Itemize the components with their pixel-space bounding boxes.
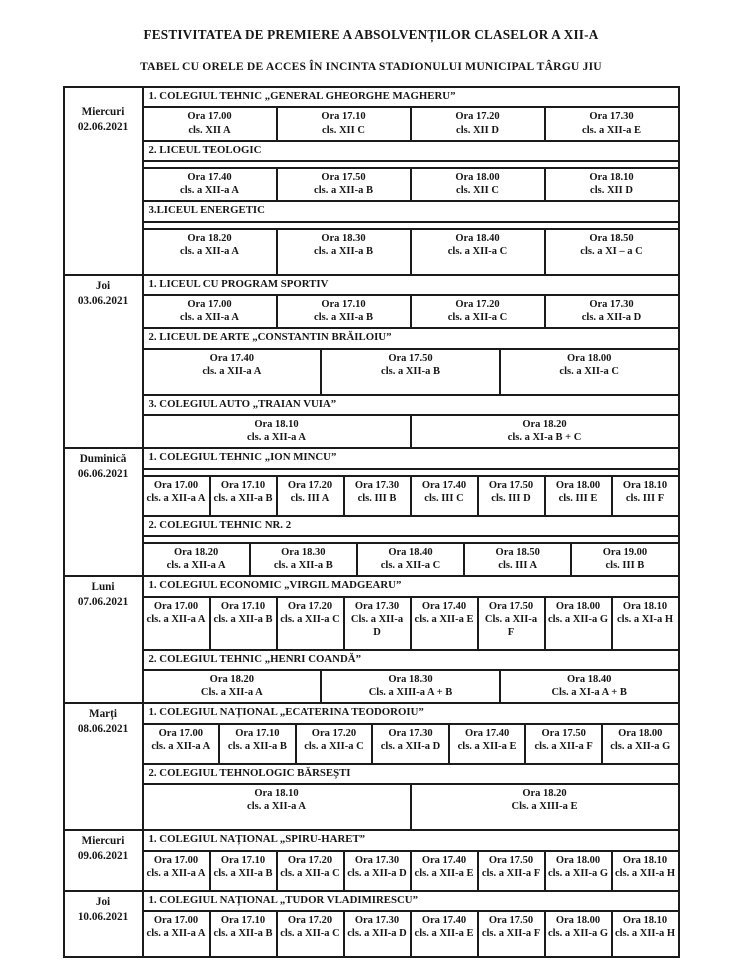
slot-time: Ora 18.40: [388, 547, 433, 559]
slot-time: Ora 17.10: [220, 479, 266, 491]
time-slot: [278, 230, 412, 274]
time-slot: [479, 598, 546, 649]
slot-time: Ora 17.20: [287, 915, 333, 927]
time-slot: [144, 725, 221, 763]
slot-time: Ora 17.40: [209, 352, 254, 364]
time-slot: [479, 912, 546, 956]
slot-class: cls. a XII-a A: [166, 560, 226, 572]
slot-class: cls. a XII-a A: [247, 801, 306, 813]
slot-class: cls. a XII-a C: [280, 928, 340, 940]
slot-class: cls. a XII-a F: [481, 928, 541, 940]
date-cell: [65, 892, 144, 957]
date-cell: [65, 276, 144, 448]
date-cell: [65, 88, 144, 274]
slot-time: Ora 17.20: [455, 111, 500, 123]
slot-class: cls. a XII-a B: [213, 867, 273, 879]
slot-class: cls. a XII-a C: [280, 867, 340, 879]
time-slot: [412, 598, 479, 649]
time-slot: [412, 477, 479, 515]
slot-class: cls. a XII-a G: [547, 867, 609, 879]
schedule-section: [65, 575, 678, 702]
slot-time: Ora 18.00: [555, 479, 601, 491]
spacer-row: [144, 537, 678, 544]
time-slot: [144, 108, 278, 139]
slot-time: Ora 17.10: [235, 727, 280, 739]
slot-time: Ora 17.00: [187, 299, 232, 311]
spacer-row: [144, 162, 678, 169]
slot-class: cls. a XII-a B: [213, 928, 273, 940]
slot-time: Ora 18.20: [209, 674, 254, 686]
time-slot: [412, 416, 678, 447]
slot-class: cls. a XII-a G: [610, 740, 671, 752]
time-slot: [297, 725, 374, 763]
slot-time: Ora 17.20: [287, 479, 333, 491]
slot-class: cls. III B: [357, 492, 397, 504]
time-slot: [546, 852, 613, 890]
time-slot: [278, 598, 345, 649]
time-slots-row: [144, 350, 678, 396]
time-slot: [613, 912, 678, 956]
time-slot: [479, 852, 546, 890]
slot-class: cls. XII A: [188, 124, 231, 136]
slot-time: Ora 18.40: [567, 674, 612, 686]
slot-class: cls. a XII-a H: [614, 867, 676, 879]
time-slot: [144, 912, 211, 956]
date-day: Duminică: [79, 453, 127, 466]
school-name-header: 1. COLEGIUL NAȚIONAL „ECATERINA TEODOROIU”: [144, 704, 678, 724]
slot-time: Ora 17.50: [488, 479, 534, 491]
slot-time: Ora 18.10: [589, 172, 634, 183]
time-slot: [211, 852, 278, 890]
time-slot: [572, 544, 677, 575]
school-name-header: 2. COLEGIUL TEHNOLOGIC BĂRSEȘTI: [144, 765, 678, 785]
time-slot: [358, 544, 465, 575]
slot-time: Ora 17.40: [421, 854, 467, 866]
slot-class: cls. a XII-a A: [146, 867, 206, 879]
slot-time: Ora 18.00: [555, 915, 601, 927]
time-slot: [412, 852, 479, 890]
slot-class: cls. a XII-a A: [202, 365, 262, 377]
school-name-header: 2. LICEUL TEOLOGIC: [144, 142, 678, 162]
time-slot: [278, 169, 412, 200]
school-name-header: 1. LICEUL CU PROGRAM SPORTIV: [144, 276, 678, 296]
slot-class: cls. a XI – a C: [580, 245, 643, 257]
section-body: [144, 88, 678, 274]
date-day: Joi: [95, 895, 111, 908]
slot-time: Ora 18.20: [522, 419, 567, 431]
slot-time: Ora 17.40: [464, 727, 510, 739]
section-body: [144, 831, 678, 890]
slot-time: Ora 18.20: [187, 232, 232, 244]
slot-time: Ora 19.00: [602, 547, 648, 559]
slot-class: cls. a XII-a D: [347, 928, 407, 940]
slot-time: Ora 18.30: [388, 674, 433, 686]
time-slot: [211, 477, 278, 515]
slot-class: Cls. a XI-a A + B: [551, 687, 627, 699]
time-slot: [412, 912, 479, 956]
slot-time: Ora 17.30: [354, 915, 400, 927]
time-slot: [546, 477, 613, 515]
slot-class: Cls. a XII-a D: [350, 613, 404, 638]
time-slots-row: [144, 598, 678, 651]
slot-class: cls. a XI-a B + C: [507, 432, 582, 444]
slot-time: Ora 17.50: [488, 600, 534, 612]
time-slot: [278, 912, 345, 956]
slot-class: cls. a XII-a C: [280, 613, 340, 625]
time-slot: [278, 477, 345, 515]
section-body: [144, 449, 678, 575]
schedule-section: [65, 890, 678, 957]
time-slot: [546, 230, 678, 274]
slot-time: Ora 17.00: [187, 111, 232, 123]
slot-class: cls. a XII-a C: [447, 245, 508, 257]
slot-time: Ora 18.40: [455, 232, 500, 244]
school-name-header: 2. LICEUL DE ARTE „CONSTANTIN BRĂILOIU”: [144, 329, 678, 349]
slot-time: Ora 17.20: [287, 854, 333, 866]
slot-time: Ora 18.10: [622, 854, 668, 866]
slot-class: cls. a XII-a A: [146, 492, 206, 504]
time-slot: [278, 852, 345, 890]
date-day: Miercuri: [81, 106, 125, 118]
time-slot: [501, 350, 678, 394]
time-slot: [144, 416, 412, 447]
time-slot: [546, 169, 678, 200]
slot-time: Ora 17.20: [455, 299, 500, 311]
slot-class: cls. III C: [424, 492, 464, 504]
date-cell: [65, 831, 144, 890]
slot-time: Ora 17.50: [488, 915, 534, 927]
time-slot: [144, 785, 412, 829]
school-name-header: 1. COLEGIUL TEHNIC „GENERAL GHEORGHE MAGHERU”: [144, 88, 678, 108]
date-value: 08.06.2021: [77, 723, 129, 736]
schedule-section: [65, 829, 678, 890]
slot-class: cls. a XII-a C: [380, 560, 441, 572]
slot-class: cls. XII C: [456, 185, 499, 197]
section-body: [144, 704, 678, 829]
document-subtitle: TABEL CU ORELE DE ACCES ÎN INCINTA STADIONULUI MUNICIPAL TÂRGU JIU: [140, 60, 602, 73]
slot-time: Ora 18.00: [618, 727, 663, 739]
time-slot: [412, 785, 678, 829]
slot-class: cls. a XII-a E: [414, 613, 474, 625]
slot-time: Ora 17.30: [354, 479, 400, 491]
slot-class: cls. a XII-a B: [273, 560, 333, 572]
slot-time: Ora 17.40: [187, 172, 232, 183]
time-slot: [278, 108, 412, 139]
slot-class: cls. a XII-a H: [614, 928, 676, 940]
slot-time: Ora 17.00: [153, 479, 199, 491]
time-slot: [613, 852, 678, 890]
schedule-section: [65, 88, 678, 274]
slot-time: Ora 18.20: [173, 547, 219, 559]
section-body: [144, 892, 678, 957]
slot-time: Ora 17.20: [287, 600, 333, 612]
time-slots-row: [144, 230, 678, 274]
spacer-row: [144, 223, 678, 230]
slot-class: cls. a XII-a A: [151, 740, 211, 752]
time-slot: [251, 544, 358, 575]
time-slots-row: [144, 544, 678, 575]
slot-class: Cls. a XIII-a E: [511, 801, 578, 813]
slot-time: Ora 17.40: [421, 915, 467, 927]
time-slot: [501, 671, 678, 702]
slot-class: cls. a XII-a B: [314, 245, 373, 257]
time-slot: [345, 477, 412, 515]
slot-time: Ora 18.50: [495, 547, 540, 559]
date-value: 06.06.2021: [77, 468, 129, 481]
slot-time: Ora 17.40: [421, 600, 467, 612]
slot-class: cls. a XII-a A: [180, 245, 239, 257]
slot-time: Ora 18.20: [522, 788, 567, 800]
slot-class: cls. a XII-a A: [146, 928, 206, 940]
school-name-header: 1. COLEGIUL NAȚIONAL „TUDOR VLADIMIRESCU”: [144, 892, 678, 912]
time-slots-row: [144, 852, 678, 890]
section-body: [144, 577, 678, 702]
date-cell: [65, 704, 144, 829]
time-slot: [412, 230, 546, 274]
schedule-section: [65, 274, 678, 448]
slot-class: cls. a XII-a B: [213, 492, 273, 504]
slot-class: cls. a XII-a F: [534, 740, 593, 752]
date-value: 10.06.2021: [77, 910, 129, 923]
time-slot: [546, 912, 613, 956]
slot-time: Ora 18.30: [281, 547, 326, 559]
slot-class: cls. a XII-a E: [414, 867, 474, 879]
time-slot: [211, 598, 278, 649]
slot-class: cls. III A: [498, 560, 538, 572]
slot-class: cls. a XII-a B: [314, 185, 373, 197]
slot-class: cls. a XII-a C: [447, 312, 508, 324]
slot-class: Cls. a XIII-a A + B: [368, 687, 453, 699]
time-slot: [278, 296, 412, 327]
slot-time: Ora 17.30: [354, 854, 400, 866]
time-slot: [345, 912, 412, 956]
slot-class: cls. a XII-a B: [314, 312, 373, 324]
slot-class: cls. XII D: [456, 124, 499, 136]
slot-time: Ora 17.50: [541, 727, 586, 739]
time-slot: [144, 544, 251, 575]
time-slot: [144, 852, 211, 890]
time-slot: [412, 296, 546, 327]
time-slots-row: [144, 912, 678, 956]
school-name-header: 1. COLEGIUL NAȚIONAL „SPIRU-HARET”: [144, 831, 678, 851]
date-cell: [65, 449, 144, 575]
time-slot: [144, 671, 323, 702]
time-slot: [479, 477, 546, 515]
school-name-header: 1. COLEGIUL TEHNIC „ION MINCU”: [144, 449, 678, 469]
date-cell: [65, 577, 144, 702]
slot-time: Ora 17.10: [220, 600, 266, 612]
time-slot: [144, 350, 323, 394]
slot-time: Ora 17.10: [220, 854, 266, 866]
time-slot: [144, 477, 211, 515]
slot-class: cls. a XII-a C: [304, 740, 364, 752]
slot-time: Ora 18.10: [622, 600, 668, 612]
slot-class: cls. a XII-a D: [347, 867, 407, 879]
school-name-header: 2. COLEGIUL TEHNIC „HENRI COANDĂ”: [144, 651, 678, 671]
slot-time: Ora 18.50: [589, 232, 634, 244]
slot-time: Ora 18.30: [321, 232, 366, 244]
time-slot: [603, 725, 678, 763]
date-day: Joi: [95, 279, 111, 292]
slot-class: cls. III D: [491, 492, 531, 504]
time-slot: [144, 230, 278, 274]
slot-class: cls. XII D: [590, 185, 633, 197]
time-slots-row: [144, 785, 678, 829]
slot-class: cls. a XII-a A: [180, 312, 239, 324]
document-title: FESTIVITATEA DE PREMIERE A ABSOLVENȚILOR CLASELOR A XII-A: [143, 27, 599, 42]
slot-class: cls. a XII-a A: [247, 432, 306, 444]
time-slots-row: [144, 108, 678, 141]
slot-class: cls. a XI-a H: [617, 613, 673, 625]
slot-class: cls. a XII-a C: [559, 365, 619, 377]
slot-class: cls. a XII-a E: [582, 124, 641, 136]
time-slots-row: [144, 416, 678, 447]
slot-time: Ora 17.50: [488, 854, 534, 866]
slot-class: cls. III A: [290, 492, 330, 504]
slot-class: cls. III F: [625, 492, 665, 504]
date-value: 02.06.2021: [77, 121, 129, 134]
time-slot: [546, 598, 613, 649]
time-slot: [322, 350, 501, 394]
date-value: 09.06.2021: [77, 850, 129, 863]
time-slot: [613, 598, 678, 649]
slot-time: Ora 17.30: [589, 299, 634, 311]
time-slot: [345, 598, 412, 649]
slot-time: Ora 17.50: [321, 172, 366, 183]
date-value: 03.06.2021: [77, 294, 129, 307]
section-body: [144, 276, 678, 448]
slot-class: cls. a XII-a A: [180, 185, 239, 197]
time-slot: [450, 725, 527, 763]
date-day: Miercuri: [81, 835, 125, 848]
time-slot: [412, 169, 546, 200]
slot-time: Ora 17.10: [321, 299, 366, 311]
time-slot: [345, 852, 412, 890]
slot-time: Ora 18.00: [567, 352, 612, 364]
time-slot: [322, 671, 501, 702]
school-name-header: 3.LICEUL ENERGETIC: [144, 202, 678, 222]
slot-time: Ora 18.00: [555, 854, 601, 866]
slot-time: Ora 17.40: [421, 479, 467, 491]
slot-time: Ora 17.50: [388, 352, 433, 364]
spacer-row: [144, 470, 678, 477]
slot-class: cls. III E: [558, 492, 598, 504]
time-slots-row: [144, 671, 678, 702]
slot-time: Ora 18.00: [455, 172, 500, 183]
time-slots-row: [144, 725, 678, 765]
time-slot: [373, 725, 450, 763]
slot-time: Ora 18.10: [254, 788, 299, 800]
slot-class: Cls. a XII-a F: [484, 613, 538, 638]
time-slot: [144, 598, 211, 649]
date-day: Luni: [91, 581, 115, 594]
slot-time: Ora 17.00: [153, 915, 199, 927]
slot-time: Ora 17.00: [158, 727, 203, 739]
slot-class: cls. a XII-a G: [547, 928, 609, 940]
slot-class: cls. a XII-a B: [381, 365, 440, 377]
slot-class: cls. a XII-a E: [457, 740, 517, 752]
time-slot: [211, 912, 278, 956]
slot-time: Ora 18.10: [622, 479, 668, 491]
time-slot: [546, 108, 678, 139]
time-slot: [412, 108, 546, 139]
slot-class: cls. a XII-a B: [213, 613, 273, 625]
time-slot: [613, 477, 678, 515]
school-name-header: 3. COLEGIUL AUTO „TRAIAN VUIA”: [144, 396, 678, 416]
slot-class: cls. a XII-a G: [547, 613, 609, 625]
slot-time: Ora 18.10: [254, 419, 299, 431]
time-slot: [465, 544, 572, 575]
schedule-table: [63, 86, 680, 958]
time-slot: [546, 296, 678, 327]
time-slot: [144, 169, 278, 200]
date-value: 07.06.2021: [77, 596, 129, 609]
date-day: Marți: [89, 708, 117, 721]
slot-time: Ora 18.10: [622, 915, 668, 927]
time-slot: [220, 725, 297, 763]
slot-time: Ora 17.30: [388, 727, 433, 739]
slot-class: cls. a XII-a D: [380, 740, 441, 752]
time-slots-row: [144, 169, 678, 202]
slot-class: cls. a XII-a B: [227, 740, 287, 752]
slot-class: cls. a XII-a D: [581, 312, 642, 324]
time-slot: [144, 296, 278, 327]
slot-class: cls. a XII-a F: [481, 867, 541, 879]
schedule-section: [65, 702, 678, 829]
time-slots-row: [144, 296, 678, 329]
slot-class: cls. XII C: [322, 124, 365, 136]
slot-time: Ora 17.30: [354, 600, 400, 612]
time-slots-row: [144, 477, 678, 517]
slot-time: Ora 17.20: [311, 727, 357, 739]
slot-class: cls. a XII-a E: [414, 928, 474, 940]
slot-time: Ora 17.10: [321, 111, 366, 123]
slot-time: Ora 17.30: [589, 111, 634, 123]
school-name-header: 1. COLEGIUL ECONOMIC „VIRGIL MADGEARU”: [144, 577, 678, 597]
school-name-header: 2. COLEGIUL TEHNIC NR. 2: [144, 517, 678, 537]
slot-time: Ora 18.00: [555, 600, 601, 612]
slot-time: Ora 17.10: [220, 915, 266, 927]
slot-class: cls. III B: [605, 560, 645, 572]
time-slot: [526, 725, 603, 763]
schedule-section: [65, 447, 678, 575]
slot-class: cls. a XII-a A: [146, 613, 206, 625]
slot-time: Ora 17.00: [153, 600, 199, 612]
slot-time: Ora 17.00: [153, 854, 199, 866]
slot-class: Cls. a XII-a A: [200, 687, 263, 699]
